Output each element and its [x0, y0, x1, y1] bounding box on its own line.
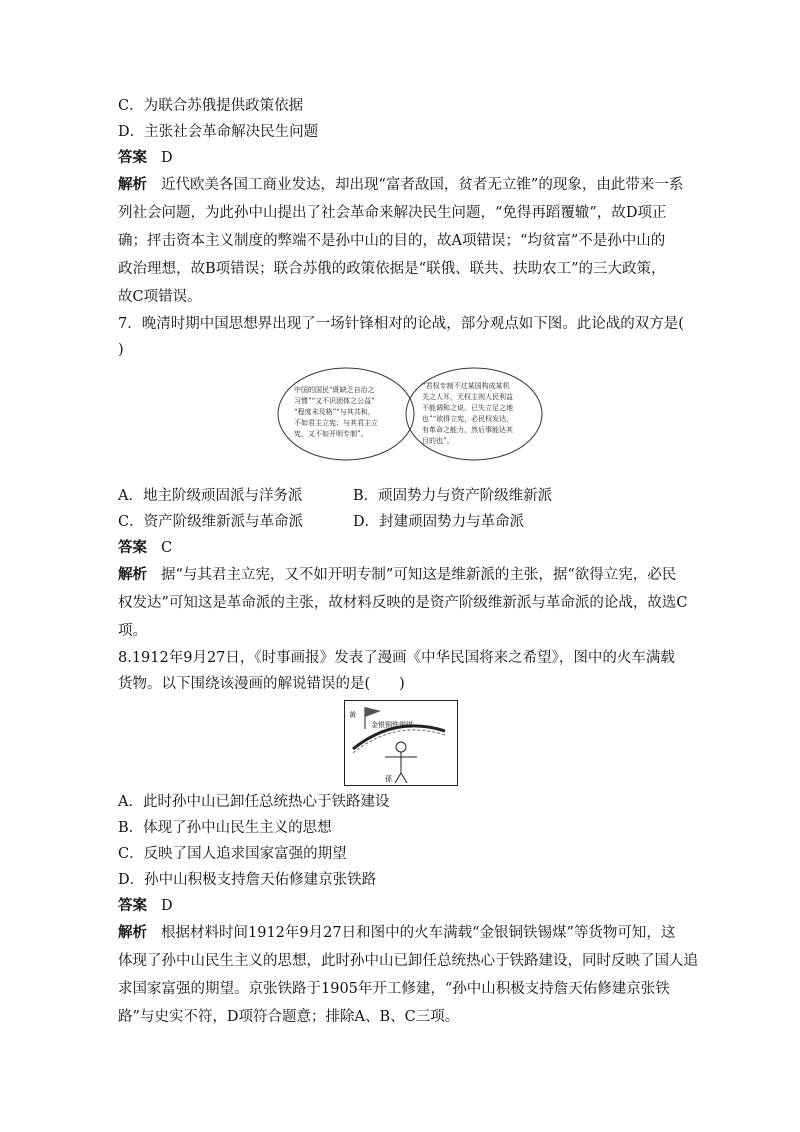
cartoon-drawing: [345, 701, 457, 785]
venn-left-line: 中国的国民“既缺乏自治之: [294, 386, 375, 394]
answer-value: C: [161, 540, 173, 556]
q7-option-a: A．地主阶级顽固派与洋务派: [118, 488, 303, 504]
venn-left-line: 宪，又不如开明专制”。: [294, 430, 368, 438]
q8-cartoon-image: [344, 700, 458, 786]
cartoon-left-label: 黄: [349, 711, 356, 719]
venn-right-line: 也”“欲得立宪，必民权发达，: [422, 415, 514, 423]
analysis-label: 解析: [118, 925, 147, 941]
q6-analysis-line-5: 故C项错误。: [118, 289, 202, 305]
q7-analysis-line-1: [118, 565, 676, 585]
q7-stem-line-1: 7．晚清时期中国思想界出现了一场针锋相对的论战，部分观点如下图。此论战的双方是(: [118, 316, 684, 332]
q7-answer: [118, 538, 172, 558]
answer-label: 答案: [118, 540, 147, 556]
venn-right-line: 目的也”。: [422, 437, 454, 445]
q8-analysis-line-1: [118, 923, 675, 943]
q8-option-a: A．此时孙中山已卸任总统热心于铁路建设: [118, 794, 390, 810]
q7-option-b: B．顽固势力与资产阶级维新派: [353, 488, 553, 504]
venn-left-line: 不如君主立宪；与其君主立: [294, 419, 378, 427]
q7-analysis-line-3: 项。: [118, 623, 147, 639]
q8-option-d: D．孙中山积极支持詹天佑修建京张铁路: [118, 872, 377, 888]
venn-right-line: 不能调和之说，已失立足之地: [422, 404, 513, 412]
answer-value: D: [161, 150, 173, 166]
cartoon-cargo-label: 金银铜铁锡煤: [371, 721, 413, 729]
answer-label: 答案: [118, 898, 147, 914]
q8-stem-line-2: 货物。以下围绕该漫画的解说错误的是( ): [118, 676, 405, 692]
q7-venn-diagram: [276, 364, 546, 464]
q8-analysis-line-4: 路”与史实不符，D项符合题意；排除A、B、C三项。: [118, 1009, 460, 1025]
analysis-text: 近代欧美各国工商业发达，却出现“富者敌国，贫者无立锥”的现象，由此带来一系: [161, 177, 684, 193]
q8-analysis-line-2: 体现了孙中山民生主义的思想，此时孙中山已卸任总统热心于铁路建设，同时反映了国人追: [118, 953, 698, 969]
q7-options-row-2: [118, 512, 303, 532]
q8-analysis-line-3: 求国家富强的期望。京张铁路于1905年开工修建，“孙中山积极支持詹天佑修建京张铁: [118, 981, 670, 997]
q8-answer: [118, 896, 173, 916]
q6-option-c: C．为联合苏俄提供政策依据: [118, 98, 304, 114]
analysis-label: 解析: [118, 177, 147, 193]
q7-option-d: D．封建顽固势力与革命派: [353, 514, 525, 530]
q6-answer: [118, 148, 173, 168]
q8-option-b: B．体现了孙中山民生主义的思想: [118, 820, 332, 836]
analysis-label: 解析: [118, 567, 147, 583]
flag-icon: [365, 707, 381, 717]
venn-right-line: 有革命之能力，然后事能达其: [422, 426, 513, 434]
q7-option-c: C．资产阶级维新派与革命派: [118, 514, 304, 530]
q6-option-d: D．主张社会革命解决民生问题: [118, 124, 319, 140]
q7-stem-line-2: ): [118, 342, 124, 358]
answer-value: D: [161, 898, 173, 914]
analysis-text: 据“与其君主立宪，又不如开明专制”可知这是维新派的主张，据“欲得立宪，必民: [161, 567, 677, 583]
q6-analysis-line-4: 政治理想，故B项错误；联合苏俄的政策依据是“联俄、联共、扶助农工”的三大政策，: [118, 261, 666, 277]
venn-left-line: “程度未及格”“与其共和，: [294, 408, 375, 416]
answer-label: 答案: [118, 150, 147, 166]
q8-option-c: C．反映了国人追求国家富强的期望: [118, 846, 347, 862]
venn-right-line: “君权专制不过某国构成某机: [422, 382, 510, 390]
venn-right-line: 关之人耳，无权主则人民利益: [422, 393, 513, 401]
analysis-text: 根据材料时间1912年9月27日和图中的火车满载“金银铜铁锡煤”等货物可知，这: [161, 925, 676, 941]
q7-options-row-1: [118, 486, 302, 506]
q6-analysis-line-1: [118, 175, 683, 195]
venn-left-line: 习惯”“又不识团体之公益”: [294, 397, 375, 405]
q8-stem-line-1: 8.1912年9月27日，《时事画报》发表了漫画《中华民国将来之希望》，图中的火车满载: [118, 650, 675, 666]
q6-analysis-line-2: 列社会问题，为此孙中山提出了社会革命来解决民生问题，“免得再蹈覆辙”，故D项正: [118, 205, 667, 221]
q6-analysis-line-3: 确；抨击资本主义制度的弊端不是孙中山的目的，故A项错误；“均贫富”不是孙中山的: [118, 233, 666, 249]
q7-analysis-line-2: 权发达”可知这是革命派的主张，故材料反映的是资产阶级维新派与革命派的论战，故选C: [118, 595, 688, 611]
cartoon-bottom-label: 孫: [385, 775, 392, 783]
